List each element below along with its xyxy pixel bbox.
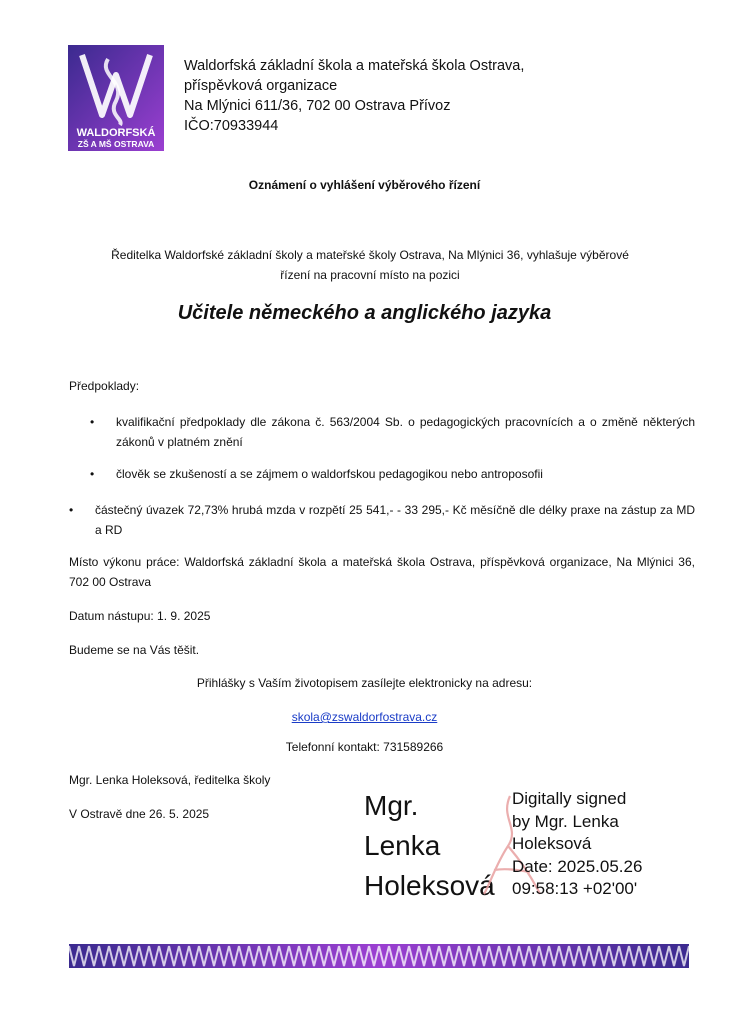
prerequisite-text: kvalifikační předpoklady dle zákona č. 563/2004 Sb. o pedagogických pracovnících a o změně některých zákonů v platném znění (116, 415, 695, 449)
prerequisites-label: Předpoklady: (69, 379, 140, 393)
signature-info-line5: 09:58:13 +02'00' (512, 879, 638, 898)
phone-contact: Telefonní kontakt: 731589266 (285, 740, 444, 754)
signature-name-line1: Mgr. (364, 790, 419, 821)
position-title: Učitele německého a anglického jazyka (177, 302, 552, 324)
header-line-type: příspěvková organizace (184, 78, 338, 94)
signature-info-line2: by Mgr. Lenka (512, 811, 619, 831)
intro-line-2: řízení na pracovní místo na pozici (280, 268, 460, 282)
start-date: Datum nástupu: 1. 9. 2025 (69, 609, 211, 623)
signature-info-line3: Holeksová (512, 834, 592, 853)
prerequisite-item (90, 412, 695, 452)
signature-name-line2: Lenka (364, 830, 441, 861)
employment-terms-item (69, 500, 695, 540)
school-header (184, 56, 524, 136)
workplace-text: Místo výkonu práce: Waldorfská základní škola a mateřská škola Ostrava, příspěvková organizace, Na Mlýnici 36, 702 00 Ostrava (69, 555, 695, 589)
signature-info-line4: Date: 2025.05.26 (512, 856, 643, 876)
logo-text-line2: ZŠ A MŠ OSTRAVA (77, 139, 155, 149)
intro-paragraph (80, 245, 660, 285)
bullet-icon: • (90, 467, 95, 481)
employment-terms-text: částečný úvazek 72,73% hrubá mzda v rozpětí 25 541,- - 33 295,- Kč měsíčně dle délky praxe na zástup za MD a RD (95, 503, 695, 537)
signatory-text: Mgr. Lenka Holeksová, ředitelka školy (69, 773, 271, 787)
header-line-address: Na Mlýnici 611/36, 702 00 Ostrava Přívoz (184, 98, 451, 114)
signature-info (512, 788, 642, 901)
header-line-name: Waldorfská základní škola a mateřská škola Ostrava, (184, 58, 525, 74)
intro-line-1: Ředitelka Waldorfské základní školy a mateřské školy Ostrava, Na Mlýnici 36, vyhlašuje výběrové (111, 248, 629, 262)
announcement-title: Oznámení o vyhlášení výběrového řízení (248, 178, 481, 192)
place-date: V Ostravě dne 26. 5. 2025 (69, 807, 210, 821)
bullet-icon: • (69, 503, 74, 517)
application-note: Přihlášky s Vaším životopisem zasílejte elektronicky na adresu: (196, 676, 533, 690)
header-line-ico: IČO:70933944 (184, 118, 279, 134)
school-logo (68, 45, 164, 151)
closing-text: Budeme se na Vás těšit. (69, 643, 200, 657)
signature-name-line3: Holeksová (364, 870, 495, 901)
decorative-footer-band (69, 944, 689, 968)
email-link[interactable]: skola@zswaldorfostrava.cz (291, 710, 438, 724)
bullet-icon: • (90, 415, 95, 429)
logo-text-line1: WALDORFSKÁ (76, 127, 156, 139)
prerequisite-item (90, 464, 695, 484)
email-line (0, 710, 729, 724)
signature-info-line1: Digitally signed (512, 789, 627, 808)
prerequisite-text: člověk se zkušeností a se zájmem o waldorfskou pedagogikou nebo antroposofii (116, 467, 543, 481)
